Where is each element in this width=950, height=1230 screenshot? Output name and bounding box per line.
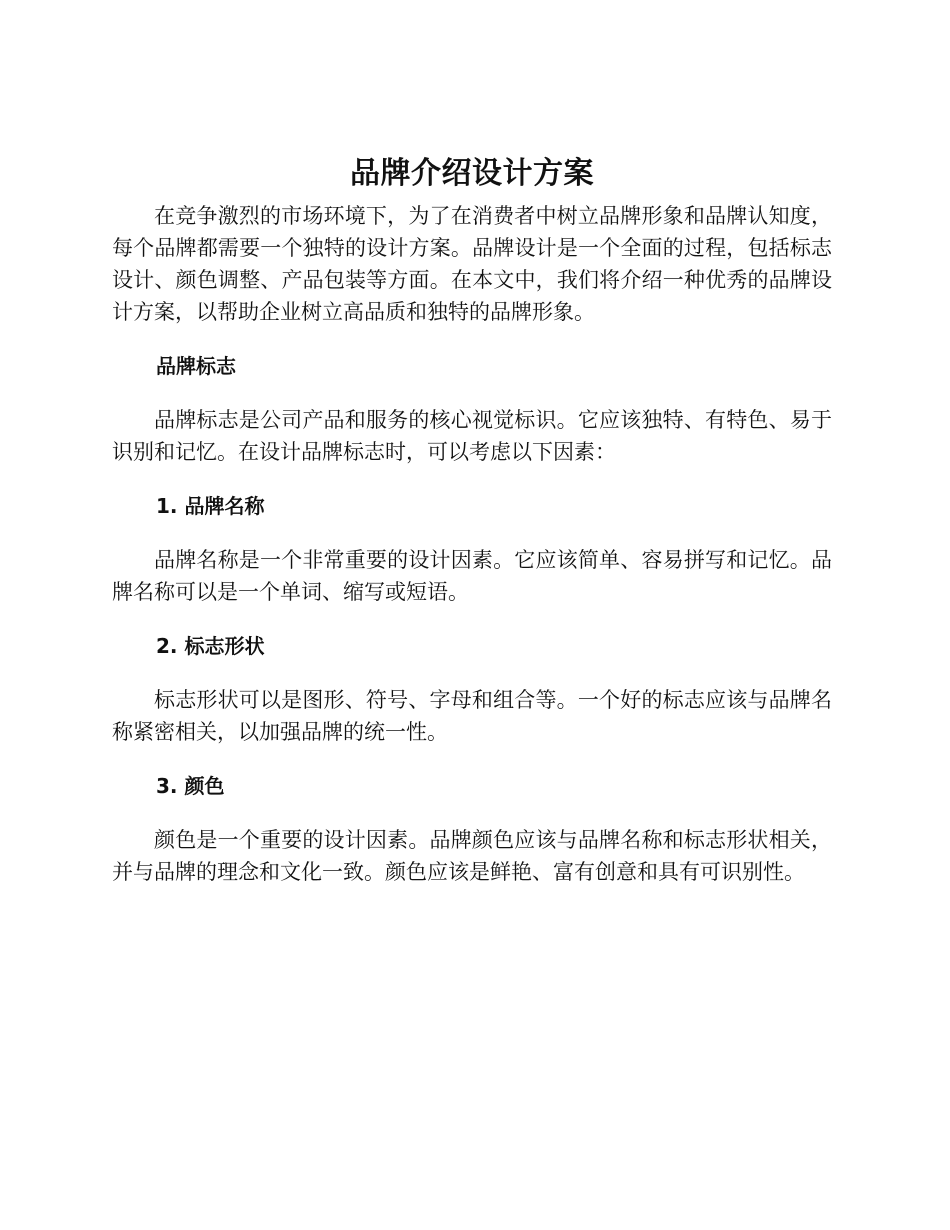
section-paragraph-brand-name: 品牌名称是一个非常重要的设计因素。它应该简单、容易拼写和记忆。品牌名称可以是一个单词、缩写或短语。 xyxy=(112,548,832,604)
intro-paragraph: 在竞争激烈的市场环境下，为了在消费者中树立品牌形象和品牌认知度，每个品牌都需要一个独特的设计方案。品牌设计是一个全面的过程，包括标志设计、颜色调整、产品包装等方面。在本文中，我们将介绍一种优秀的品牌设计方案，以帮助企业树立高品质和独特的品牌形象。 xyxy=(112,204,832,324)
section-heading-logo-shape: 2. 标志形状 xyxy=(156,634,265,658)
document-title: 品牌介绍设计方案 xyxy=(350,156,594,191)
section-heading-brand-name: 1. 品牌名称 xyxy=(156,494,265,518)
section-paragraph-brand-logo: 品牌标志是公司产品和服务的核心视觉标识。它应该独特、有特色、易于识别和记忆。在设计品牌标志时，可以考虑以下因素： xyxy=(112,408,832,464)
section-heading-brand-logo: 品牌标志 xyxy=(156,354,236,378)
document-page xyxy=(112,148,832,888)
section-paragraph-logo-shape: 标志形状可以是图形、符号、字母和组合等。一个好的标志应该与品牌名称紧密相关，以加强品牌的统一性。 xyxy=(112,688,832,744)
section-heading-color: 3. 颜色 xyxy=(156,774,225,798)
section-paragraph-color: 颜色是一个重要的设计因素。品牌颜色应该与品牌名称和标志形状相关，并与品牌的理念和文化一致。颜色应该是鲜艳、富有创意和具有可识别性。 xyxy=(112,828,832,884)
